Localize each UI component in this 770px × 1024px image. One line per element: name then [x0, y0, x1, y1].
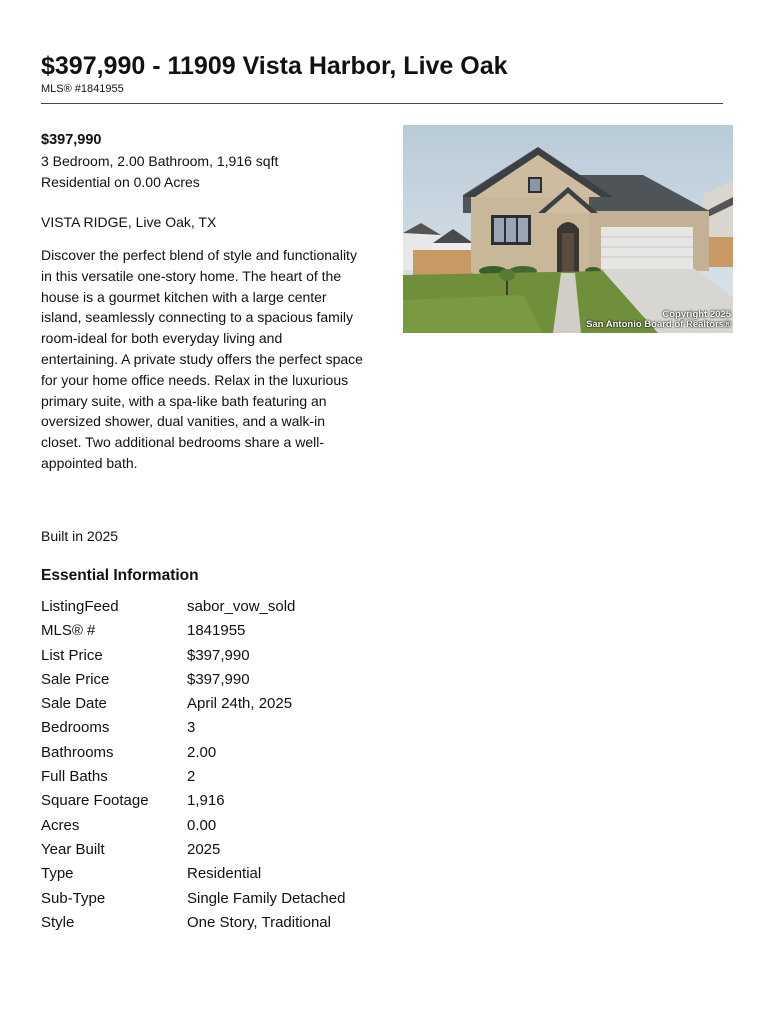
info-value: 1,916: [187, 792, 225, 810]
house-photo-image: [403, 125, 733, 333]
info-row-sale-date: [41, 693, 345, 717]
info-label: Bathrooms: [41, 743, 114, 761]
page-title: $397,990 - 11909 Vista Harbor, Live Oak: [41, 52, 508, 80]
info-row-bedrooms: [41, 717, 345, 741]
info-value: 3: [187, 719, 196, 737]
info-row-listingfeed: [41, 596, 345, 620]
listing-summary: [41, 130, 381, 193]
info-value: One Story, Traditional: [187, 913, 331, 931]
info-row-list-price: [41, 645, 345, 669]
info-value: Residential: [187, 865, 262, 883]
info-value: sabor_vow_sold: [187, 598, 296, 615]
type-acres: Residential on 0.00 Acres: [41, 174, 200, 190]
info-row-sale-price: [41, 669, 345, 693]
info-value: 0.00: [187, 816, 217, 834]
info-row-sub-type: [41, 888, 345, 912]
beds-baths-sqft: 3 Bedroom, 2.00 Bathroom, 1,916 sqft: [41, 153, 279, 169]
header-divider: [41, 103, 723, 104]
property-photo: [403, 125, 733, 333]
info-label: Type: [41, 865, 74, 883]
info-row-style: [41, 912, 345, 936]
info-row-square-footage: [41, 790, 345, 814]
info-row-year-built: [41, 839, 345, 863]
photo-copyright-line1: Copyright 2025: [662, 309, 731, 320]
info-value: 1841955: [187, 622, 246, 640]
info-row-acres: [41, 815, 345, 839]
info-value: $397,990: [187, 646, 250, 664]
essential-information-heading: Essential Information: [41, 567, 199, 584]
info-label: Acres: [41, 816, 80, 834]
info-value: 2: [187, 768, 196, 786]
info-label: Sale Price: [41, 670, 110, 688]
info-label: Year Built: [41, 840, 105, 858]
info-value: 2025: [187, 840, 221, 858]
info-value: $397,990: [187, 670, 250, 688]
info-label: Sub-Type: [41, 889, 106, 907]
info-value: 2.00: [187, 743, 217, 761]
listing-description: Discover the perfect blend of style and functionality in this versatile one-story home. The heart of the house is a gourmet kitchen with a large center island, seamlessly connecting to a spacious family room-ideal for both everyday living and entertaining. A private study offers the perfect space for your home office needs. Relax in the luxurious primary suite, with a spa-like bath featuring an oversized shower, dual vanities, and a walk-in closet. Two additional bedrooms share a well-appointed bath.: [41, 247, 363, 471]
info-label: List Price: [41, 646, 103, 664]
info-label: Full Baths: [41, 768, 108, 786]
photo-copyright-line2: San Antonio Board of Realtors®: [586, 319, 731, 330]
info-value: Single Family Detached: [187, 889, 346, 907]
info-label: Sale Date: [41, 695, 107, 713]
photo-copyright: [586, 310, 731, 330]
year-built-text: Built in 2025: [41, 528, 119, 544]
info-row-type: [41, 863, 345, 887]
info-label: MLS® #: [41, 622, 96, 640]
info-label: Square Footage: [41, 792, 149, 810]
info-row-mls: [41, 620, 345, 644]
listing-price: $397,990: [41, 132, 102, 148]
essential-information-table: [41, 596, 345, 936]
info-label: Bedrooms: [41, 719, 110, 737]
info-value: April 24th, 2025: [187, 695, 293, 713]
info-label: Style: [41, 913, 75, 931]
info-label: ListingFeed: [41, 598, 119, 615]
listing-location: VISTA RIDGE, Live Oak, TX: [41, 214, 217, 230]
info-row-full-baths: [41, 766, 345, 790]
info-row-bathrooms: [41, 742, 345, 766]
mls-number: MLS® #1841955: [41, 83, 124, 95]
